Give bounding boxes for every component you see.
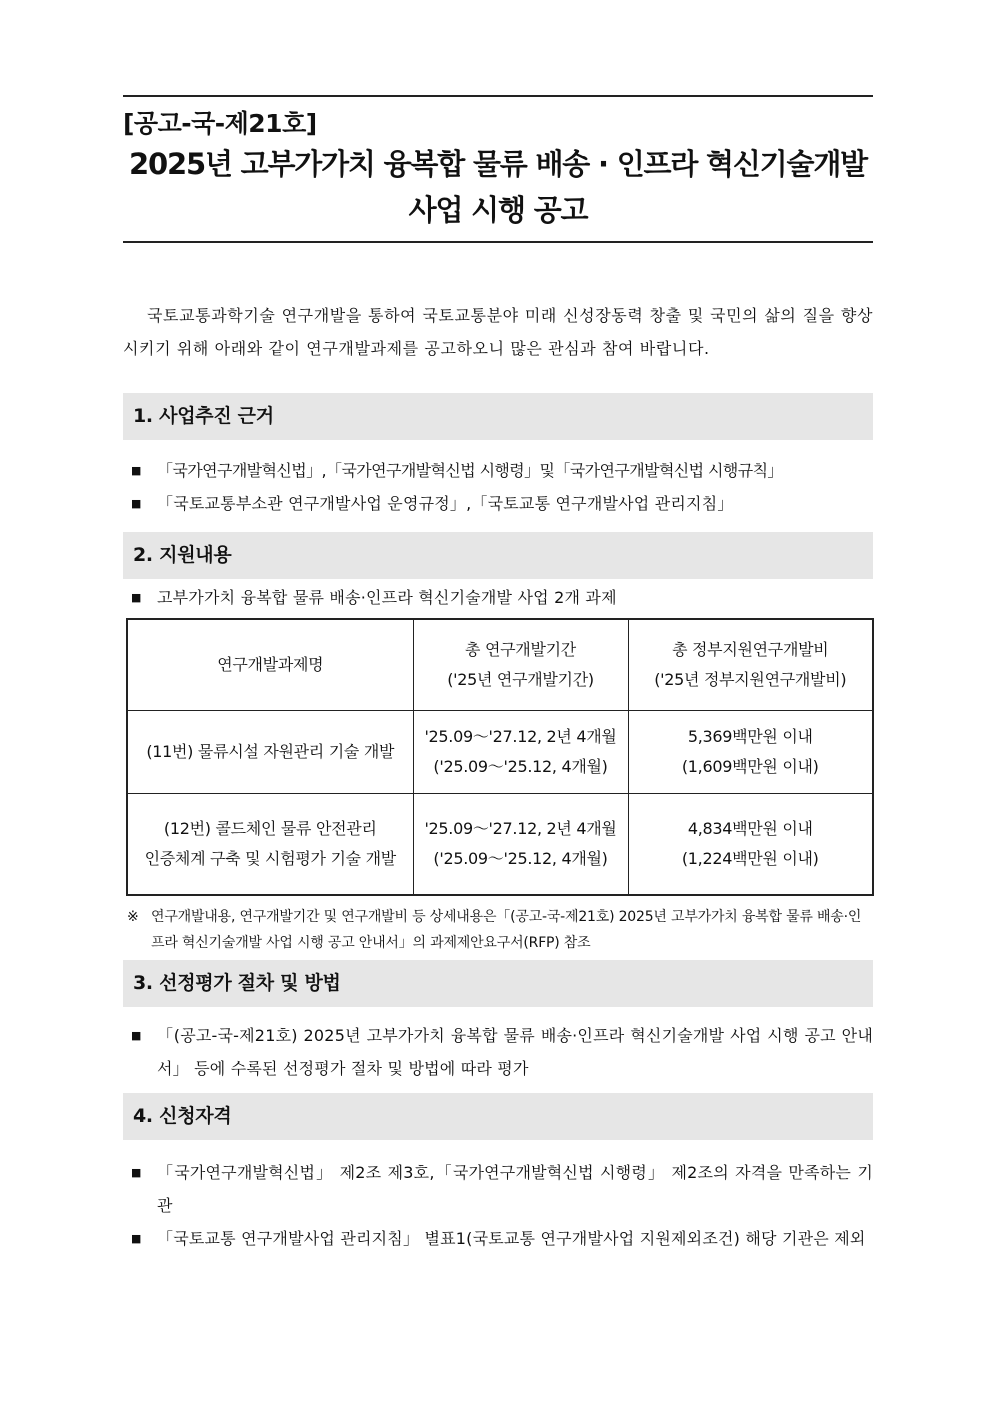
rnd-task-table: [126, 618, 874, 896]
list-item: [123, 1222, 873, 1255]
section-heading-basis: 1. 사업추진 근거: [123, 393, 873, 440]
bullet-icon: ■: [131, 1029, 142, 1042]
section-eligibility-list: [123, 1156, 873, 1255]
cell-text: (12번) 콜드체인 물류 안전관리 인증체계 구축 및 시험평가 기술 개발: [144, 819, 396, 868]
table-cell-task-name: [127, 794, 413, 896]
table-header: [413, 619, 628, 711]
table-cell-period: [413, 794, 628, 896]
bullet-icon: ■: [131, 1166, 142, 1179]
intro-paragraph: 국토교통과학기술 연구개발을 통하여 국토교통분야 미래 신성장동력 창출 및 국민의 삶의 질을 향상시키기 위해 아래와 같이 연구개발과제를 공고하오니 많은 관심과 참여 바랍니다.: [123, 306, 873, 358]
cell-text: 5,369백만원 이내 (1,609백만원 이내): [681, 727, 819, 776]
table-cell-budget: [628, 711, 873, 794]
table-cell-task-name: [127, 711, 413, 794]
list-item-text: 「국가연구개발혁신법」,「국가연구개발혁신법 시행령」및「국가연구개발혁신법 시행규칙」: [157, 461, 783, 480]
table-row: [127, 711, 873, 794]
reference-mark-icon: ※: [127, 909, 139, 925]
table-cell-budget: [628, 794, 873, 896]
title-block: [123, 95, 873, 243]
section-heading-evaluation: 3. 선정평가 절차 및 방법: [123, 960, 873, 1007]
section-heading-eligibility: 4. 신청자격: [123, 1093, 873, 1140]
notice-number: [공고-국-제21호]: [123, 109, 317, 138]
cell-text: '25.09～'27.12, 2년 4개월 ('25.09～'25.12, 4개월): [424, 819, 617, 868]
bullet-icon: ■: [131, 497, 142, 510]
list-item-text: 고부가가치 융복합 물류 배송·인프라 혁신기술개발 사업 2개 과제: [157, 588, 617, 607]
list-item: [123, 1156, 873, 1222]
list-item: [123, 1019, 873, 1085]
page-title-line2: 사업 시행 공고: [408, 193, 588, 227]
table-header-label: 총 정부지원연구개발비 ('25년 정부지원연구개발비): [654, 640, 847, 689]
table-footnote: [123, 904, 873, 956]
cell-text: '25.09～'27.12, 2년 4개월 ('25.09～'25.12, 4개월): [424, 727, 617, 776]
footnote-text: 연구개발내용, 연구개발기간 및 연구개발비 등 상세내용은「(공고-국-제21호) 2025년 고부가가치 융복합 물류 배송·인프라 혁신기술개발 사업 시행 공고 안내서」의 과제제안요구서(RFP) 참조: [151, 909, 862, 951]
section-basis-list: [123, 454, 873, 520]
section-evaluation-list: [123, 1019, 873, 1085]
cell-text: 4,834백만원 이내 (1,224백만원 이내): [681, 819, 819, 868]
list-item: [123, 581, 873, 614]
table-header-label: 연구개발과제명: [217, 655, 324, 674]
table-header: [628, 619, 873, 711]
table-header-label: 총 연구개발기간 ('25년 연구개발기간): [447, 640, 594, 689]
announcement-page: [123, 95, 873, 1255]
list-item-text: 「국토교통부소관 연구개발사업 운영규정」,「국토교통 연구개발사업 관리지침」: [157, 494, 734, 513]
section-support-list: [123, 581, 873, 614]
table-row: [127, 794, 873, 896]
table-header: [127, 619, 413, 711]
bullet-icon: ■: [131, 1232, 142, 1245]
list-item: [123, 454, 873, 487]
bullet-icon: ■: [131, 464, 142, 477]
list-item-text: 「(공고-국-제21호) 2025년 고부가가치 융복합 물류 배송·인프라 혁신기술개발 사업 시행 공고 안내서」 등에 수록된 선정평가 절차 및 방법에 따라 평가: [157, 1026, 873, 1078]
section-heading-support: 2. 지원내용: [123, 532, 873, 579]
page-title-line1: 2025년 고부가가치 융복합 물류 배송 · 인프라 혁신기술개발: [129, 147, 867, 181]
list-item-text: 「국토교통 연구개발사업 관리지침」 별표1(국토교통 연구개발사업 지원제외조건) 해당 기관은 제외: [157, 1229, 866, 1248]
bullet-icon: ■: [131, 591, 142, 604]
list-item-text: 「국가연구개발혁신법」 제2조 제3호,「국가연구개발혁신법 시행령」 제2조의 자격을 만족하는 기관: [157, 1163, 873, 1215]
list-item: [123, 487, 873, 520]
cell-text: (11번) 물류시설 자원관리 기술 개발: [146, 742, 395, 761]
table-cell-period: [413, 711, 628, 794]
